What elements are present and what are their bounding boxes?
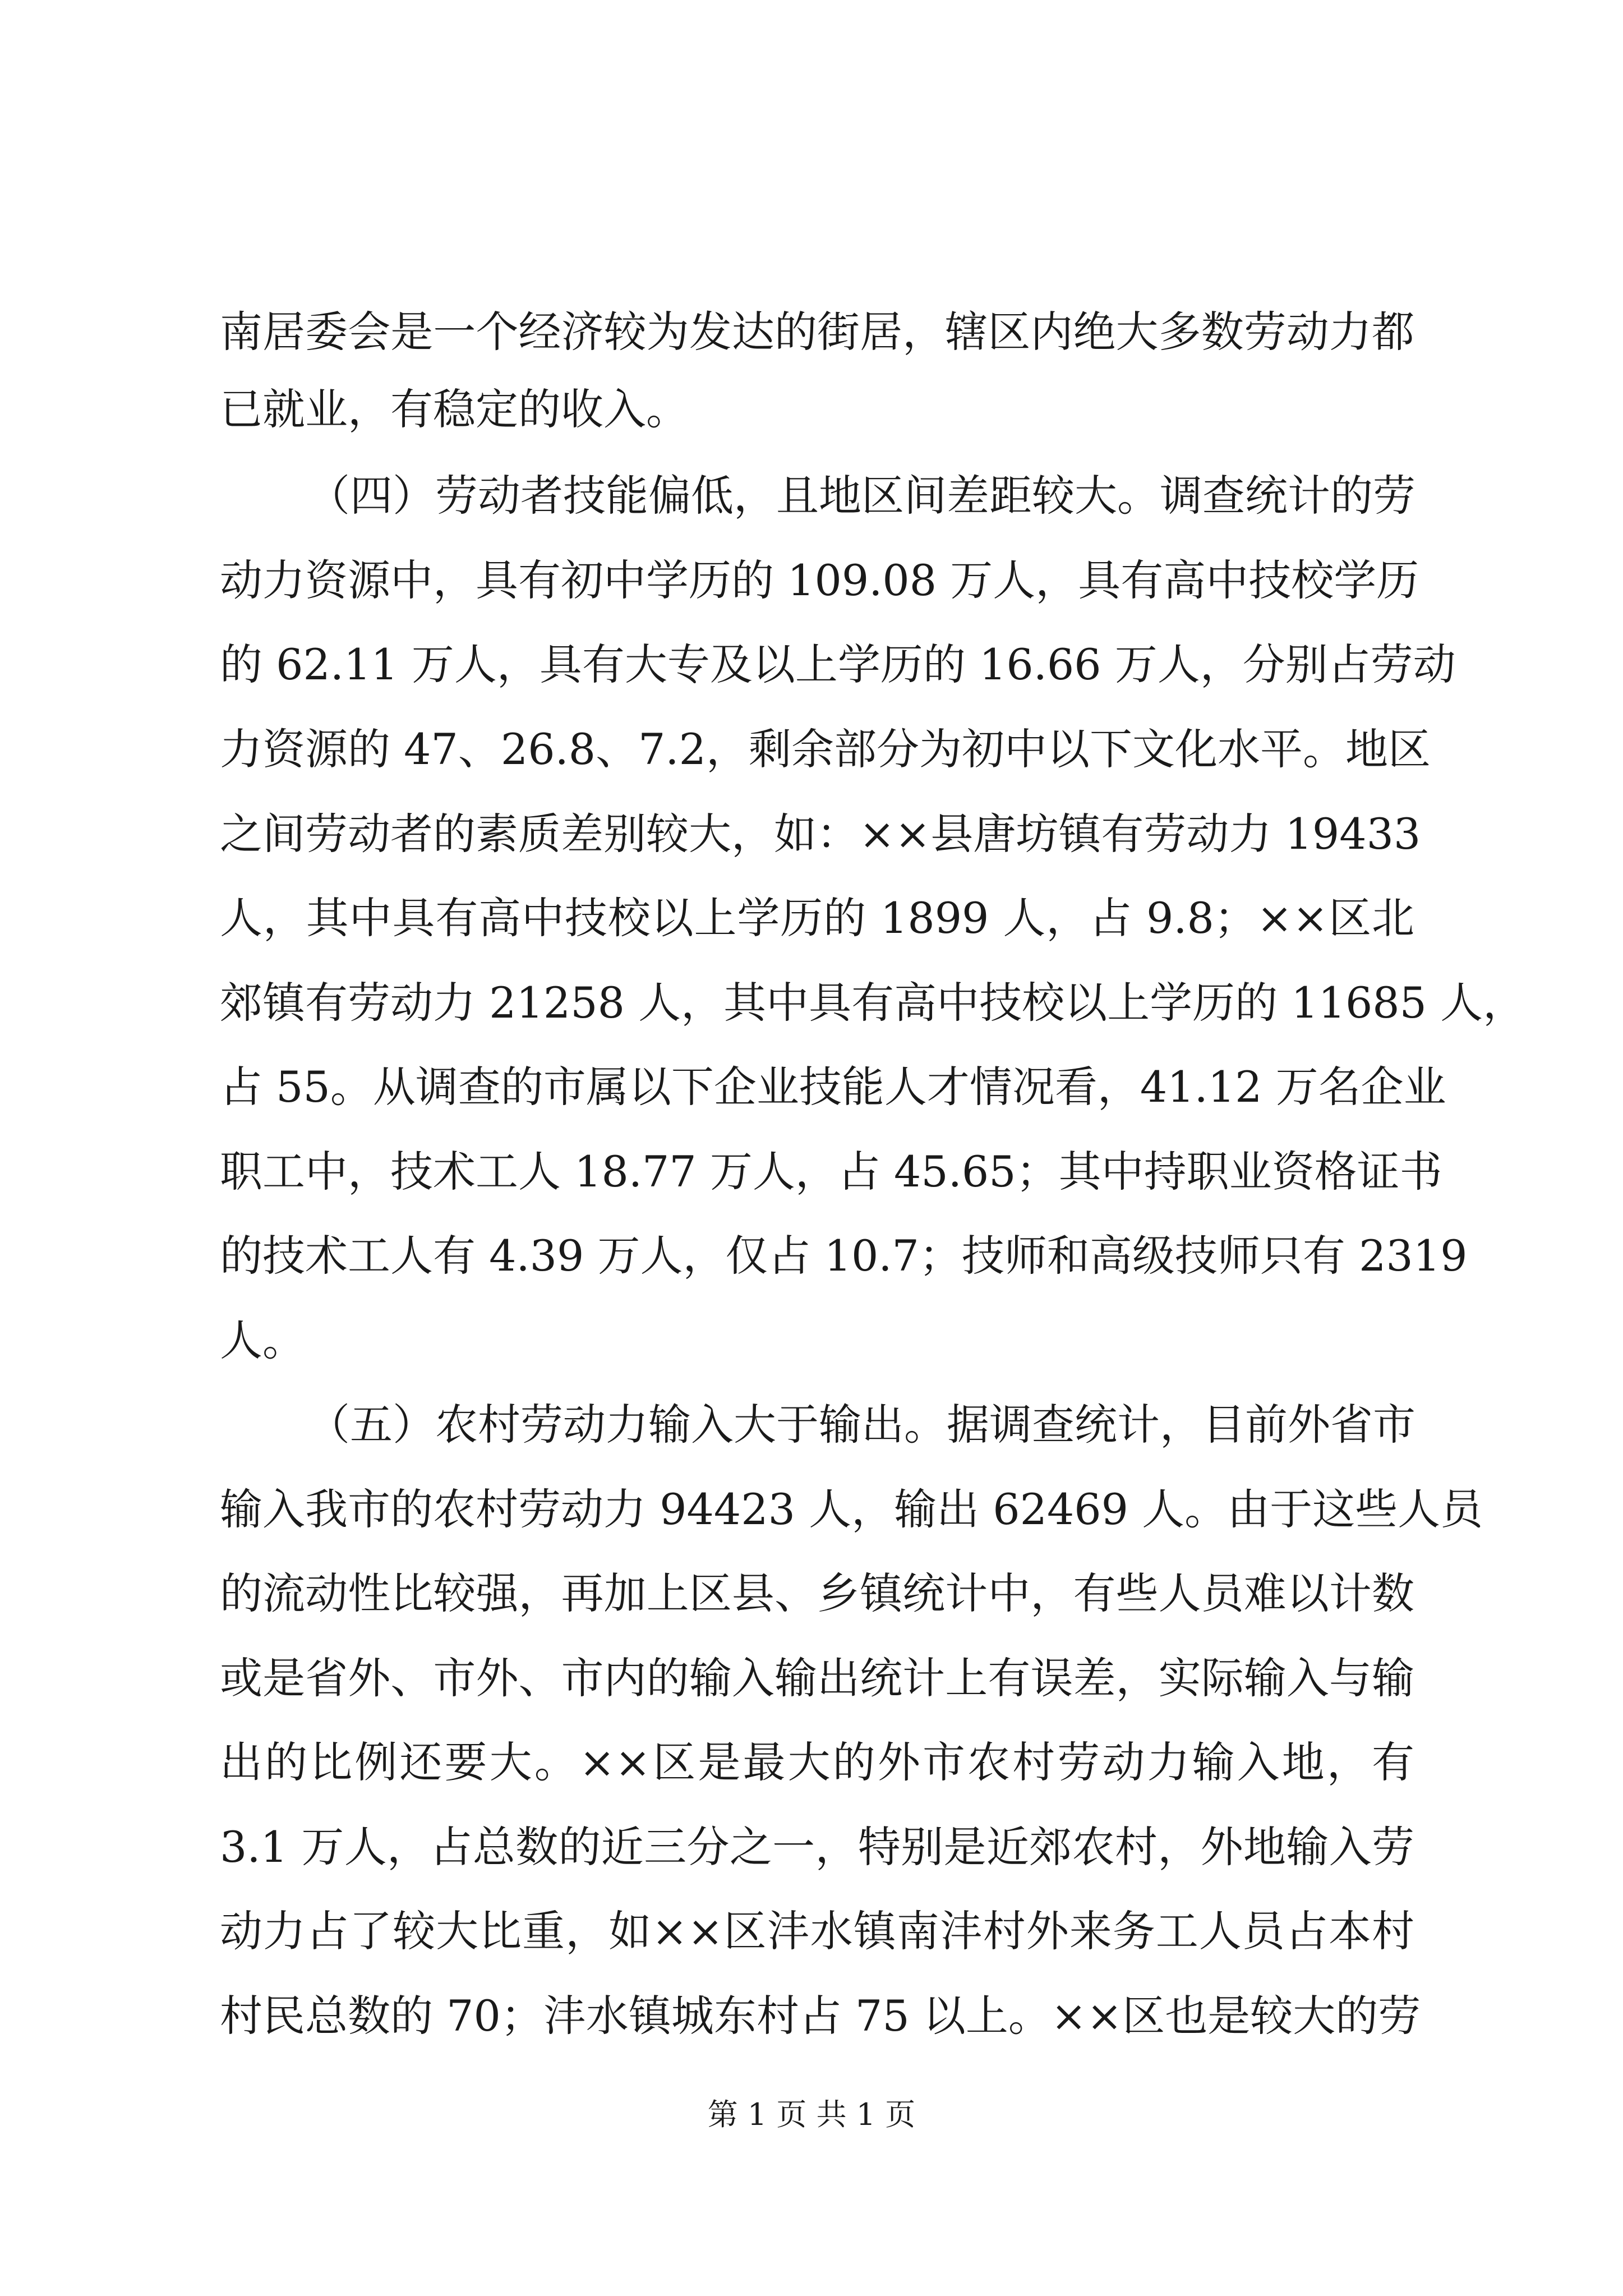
text-line: 动力占了较大比重，如××区沣水镇南沣村外来务工人员占本村 <box>220 1906 1414 1956</box>
text-line: 郊镇有劳动力 21258 人，其中具有高中技校以上学历的 11685 人， <box>220 978 1526 1028</box>
text-line: 村民总数的 70；沣水镇城东村占 75 以上。××区也是较大的劳 <box>220 1991 1421 2041</box>
paragraph-heading-line: （五）农村劳动力输入大于输出。据调查统计，目前外省市 <box>307 1400 1415 1450</box>
text-line: 出的比例还要大。××区是最大的外市农村劳动力输入地，有 <box>220 1737 1414 1787</box>
page-footer: 第 1 页 共 1 页 <box>707 2097 916 2132</box>
text-line: 的 62.11 万人，具有大专及以上学历的 16.66 万人，分别占劳动 <box>220 639 1456 689</box>
text-line: 人，其中具有高中技校以上学历的 1899 人，占 9.8；××区北 <box>220 893 1414 943</box>
text-line: 的流动性比较强，再加上区县、乡镇统计中，有些人员难以计数 <box>220 1568 1414 1618</box>
text-line: 的技术工人有 4.39 万人，仅占 10.7；技师和高级技师只有 2319 <box>220 1231 1468 1281</box>
text-line: 南居委会是一个经济较为发达的街居，辖区内绝大多数劳动力都 <box>220 307 1414 357</box>
paragraph-heading-line: （四）劳动者技能偏低，且地区间差距较大。调查统计的劳 <box>307 471 1415 521</box>
text-line: 之间劳动者的素质差别较大，如：××县唐坊镇有劳动力 19433 <box>220 809 1421 859</box>
text-line: 已就业，有稳定的收入。 <box>220 384 689 434</box>
text-line: 职工中，技术工人 18.77 万人，占 45.65；其中持职业资格证书 <box>220 1147 1442 1197</box>
text-line: 动力资源中，具有初中学历的 109.08 万人，具有高中技校学历 <box>220 555 1419 605</box>
text-line: 占 55。从调查的市属以下企业技能人才情况看，41.12 万名企业 <box>220 1062 1446 1112</box>
text-line: 或是省外、市外、市内的输入输出统计上有误差，实际输入与输 <box>220 1653 1414 1703</box>
text-line: 力资源的 47、26.8、7.2，剩余部分为初中以下文化水平。地区 <box>220 724 1431 774</box>
text-line: 人。 <box>220 1315 305 1365</box>
text-line: 输入我市的农村劳动力 94423 人，输出 62469 人。由于这些人员 <box>220 1484 1483 1534</box>
text-line: 3.1 万人，占总数的近三分之一，特别是近郊农村，外地输入劳 <box>220 1822 1414 1872</box>
